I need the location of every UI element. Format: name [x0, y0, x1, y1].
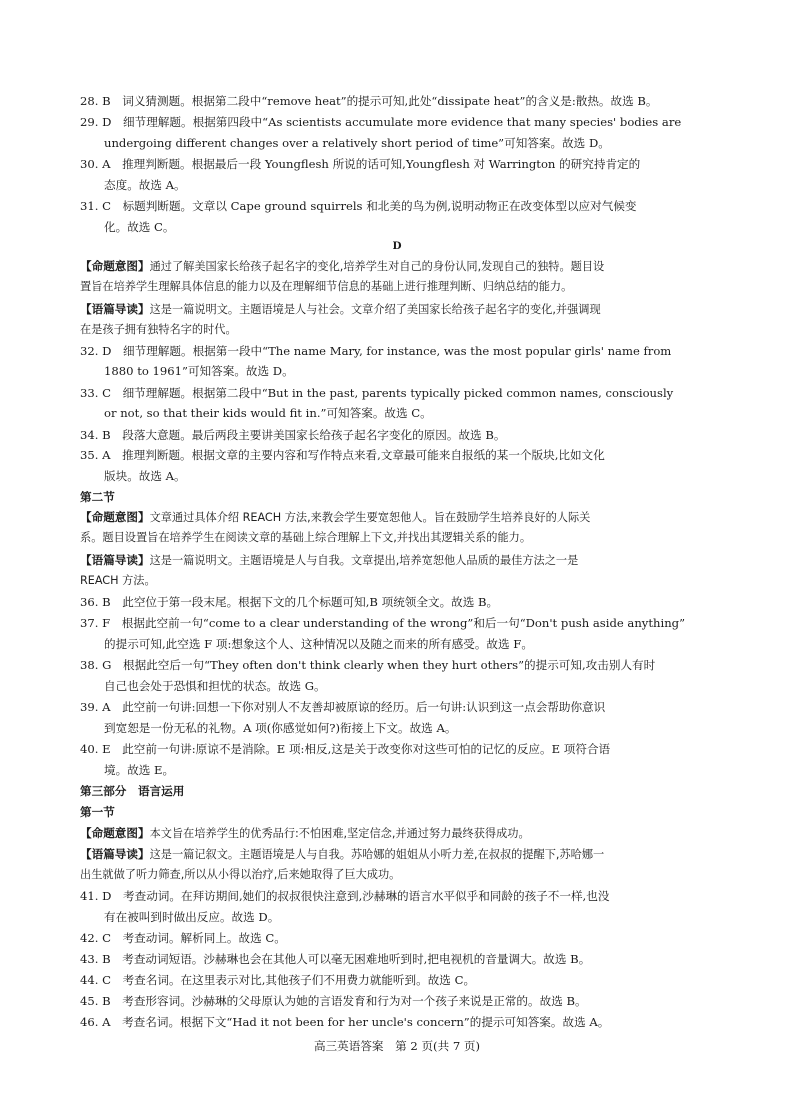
answer-line: 39. A 此空前一句讲:回想一下你对别人不友善却被原谅的经历。后一句讲:认识到这一点会帮助你意识 — [80, 700, 606, 714]
answer-line: 44. C 考查名词。在这里表示对比,其他孩子们不用费力就能听到。故选 C。 — [80, 973, 476, 987]
guide-text: 这是一篇说明文。主题语境是人与社会。文章介绍了美国家长给孩子起名字的变化,并强调现 — [149, 303, 601, 316]
answer-line: 境。故选 E。 — [104, 763, 175, 777]
answer-line: 36. B 此空位于第一段末尾。根据下文的几个标题可知,B 项统领全文。故选 B。 — [80, 595, 499, 609]
answer-line: 自己也会处于恐惧和担忧的状态。故选 G。 — [104, 679, 326, 693]
answer-line: 40. E 此空前一句讲:原谅不是消除。E 项:相反,这是关于改变你对这些可怕的记忆的反应。E 项符合语 — [80, 742, 611, 756]
answer-line: 38. G 根据此空后一句“They often don't think clearly when they hurt others”的提示可知,攻击别人有时 — [80, 658, 656, 672]
page-footer: 高三英语答案 第 2 页(共 7 页) — [313, 1039, 481, 1053]
section-heading: 第二节 — [80, 490, 115, 504]
answer-line: 29. D 细节理解题。根据第四段中“As scientists accumulate more evidence that many species' bodies are — [80, 115, 682, 129]
intent-tag: 【命题意图】 — [80, 259, 150, 273]
answer-line: 有在被叫到时做出反应。故选 D。 — [104, 910, 280, 924]
intent-text: 系。题目设置旨在培养学生在阅读文章的基础上综合理解上下文,并找出其逻辑关系的能力。 — [80, 531, 532, 544]
answer-line: 31. C 标题判断题。文章以 Cape ground squirrels 和北美的鸟为例,说明动物正在改变体型以应对气候变 — [80, 199, 637, 213]
guide-line — [80, 845, 604, 864]
guide-text: 出生就做了听力筛查,所以从小得以治疗,后来她取得了巨大成功。 — [80, 868, 401, 881]
intent-text: 文章通过具体介绍 REACH 方法,来教会学生要宽恕他人。旨在鼓励学生培养良好的人际关 — [149, 511, 591, 524]
guide-tag: 【语篇导读】 — [80, 553, 150, 567]
intent-tag: 【命题意图】 — [80, 826, 150, 840]
answer-line: 版块。故选 A。 — [104, 469, 186, 483]
guide-text: 这是一篇记叙文。主题语境是人与自我。苏哈娜的姐姐从小听力差,在叔叔的提醒下,苏哈娜一 — [149, 848, 605, 861]
intent-text: 通过了解美国家长给孩子起名字的变化,培养学生对自己的身份认同,发现自己的独特。题目设 — [149, 260, 605, 273]
guide-text: REACH 方法。 — [80, 574, 156, 587]
answer-line: 到宽恕是一份无私的礼物。A 项(你感觉如何?)衔接上下文。故选 A。 — [104, 721, 457, 735]
intent-line — [80, 257, 604, 276]
guide-text: 这是一篇说明文。主题语境是人与自我。文章提出,培养宽恕他人品质的最佳方法之一是 — [149, 554, 579, 567]
answer-line: 32. D 细节理解题。根据第一段中“The name Mary, for instance, was the most popular girls' name from — [80, 344, 672, 358]
intent-text: 置旨在培养学生理解具体信息的能力以及在理解细节信息的基础上进行推理判断、归纳总结的能力。 — [80, 280, 573, 293]
answer-line: 1880 to 1961”可知答案。故选 D。 — [104, 364, 294, 378]
answer-line: 46. A 考查名词。根据下文“Had it not been for her uncle's concern”的提示可知答案。故选 A。 — [80, 1015, 610, 1029]
answer-line: 43. B 考查动词短语。沙赫琳也会在其他人可以毫无困难地听到时,把电视机的音量调大。故选 B。 — [80, 952, 591, 966]
section-heading: 第一节 — [80, 805, 115, 819]
answer-line: or not, so that their kids would fit in.”可知答案。故选 C。 — [104, 406, 432, 420]
intent-line — [80, 508, 590, 527]
intent-tag: 【命题意图】 — [80, 510, 150, 524]
answer-line: 化。故选 C。 — [104, 220, 175, 234]
section-heading: D — [392, 240, 402, 252]
guide-tag: 【语篇导读】 — [80, 302, 150, 316]
answer-line: 30. A 推理判断题。根据最后一段 Youngflesh 所说的话可知,Youngflesh 对 Warrington 的研究持肯定的 — [80, 157, 641, 171]
guide-line — [80, 551, 578, 570]
intent-text: 本文旨在培养学生的优秀品行:不怕困难,坚定信念,并通过努力最终获得成功。 — [149, 827, 530, 840]
guide-text: 在是孩子拥有独特名字的时代。 — [80, 323, 237, 336]
answer-line: 42. C 考查动词。解析同上。故选 C。 — [80, 931, 286, 945]
intent-line — [80, 824, 530, 843]
answer-line: 41. D 考查动词。在拜访期间,她们的叔叔很快注意到,沙赫琳的语言水平似乎和同龄的孩子不一样,也没 — [80, 889, 610, 903]
guide-line — [80, 300, 601, 319]
answer-line: 45. B 考查形容词。沙赫琳的父母原认为她的言语发育和行为对一个孩子来说是正常的。故选 B。 — [80, 994, 587, 1008]
answer-line: 37. F 根据此空前一句“come to a clear understanding of the wrong”和后一句“Don't push aside anything” — [80, 616, 686, 630]
part-heading: 第三部分 语言运用 — [80, 784, 185, 798]
answer-line: 34. B 段落大意题。最后两段主要讲美国家长给孩子起名字变化的原因。故选 B。 — [80, 428, 506, 442]
answer-line: undergoing different changes over a relatively short period of time”可知答案。故选 D。 — [104, 136, 610, 150]
answer-line: 的提示可知,此空选 F 项:想象这个人、这种情况以及随之而来的所有感受。故选 F。 — [104, 637, 533, 651]
answer-line: 33. C 细节理解题。根据第二段中“But in the past, parents typically picked common names, consciously — [80, 386, 674, 400]
answer-line: 态度。故选 A。 — [104, 178, 186, 192]
guide-tag: 【语篇导读】 — [80, 847, 150, 861]
answer-line: 28. B 词义猜测题。根据第二段中“remove heat”的提示可知,此处“dissipate heat”的含义是:散热。故选 B。 — [80, 94, 658, 108]
answer-line: 35. A 推理判断题。根据文章的主要内容和写作特点来看,文章最可能来自报纸的某一个版块,比如文化 — [80, 448, 605, 462]
